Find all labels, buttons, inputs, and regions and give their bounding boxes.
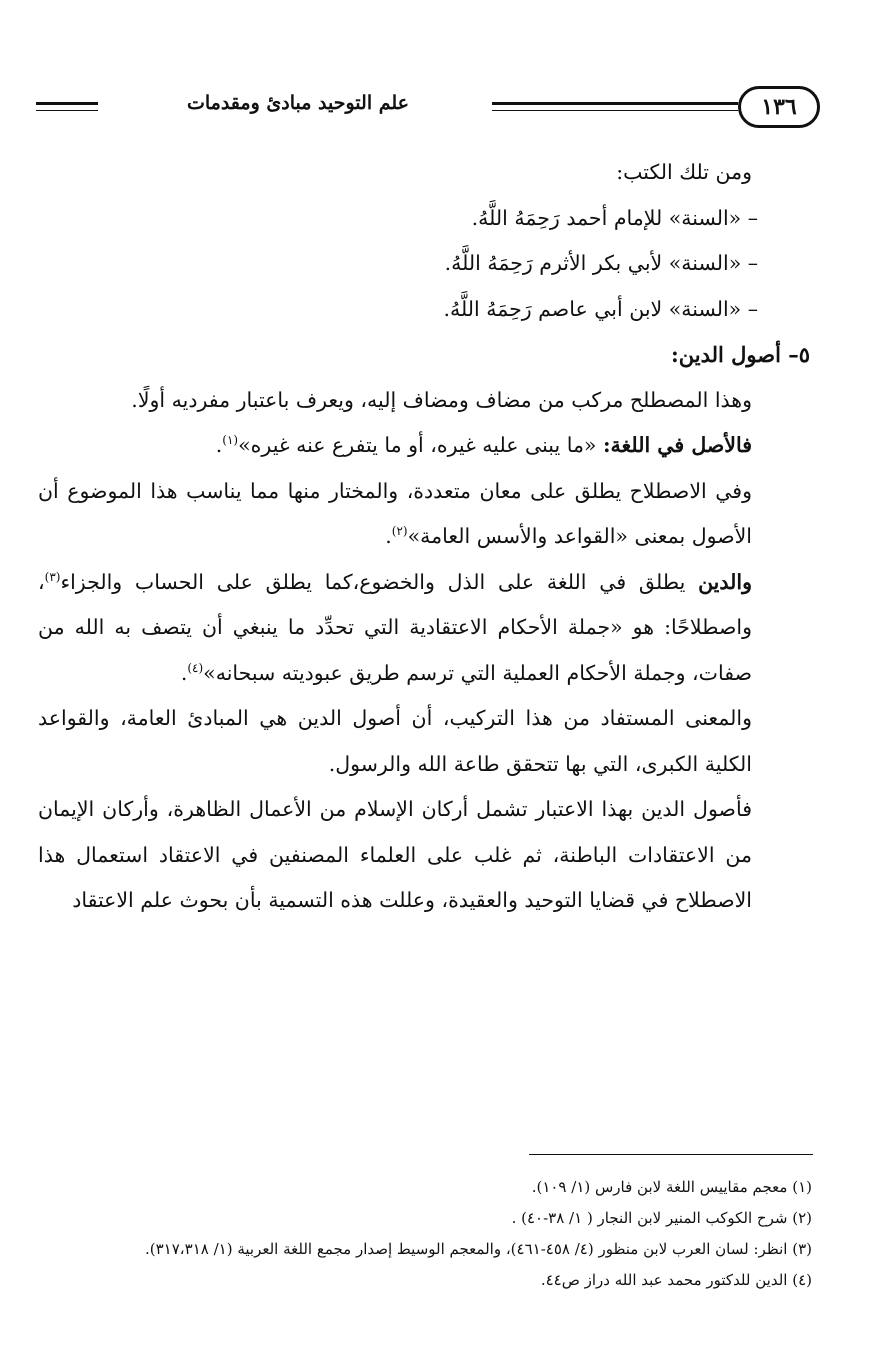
footnote-ref: (٢) <box>391 524 408 539</box>
book-item: – «السنة» لأبي بكر الأثرم رَحِمَهُ اللَّهُ. <box>444 251 758 275</box>
section-heading: ٥– أصول الدين: <box>670 342 810 367</box>
footnote: (٤) الدين للدكتور محمد عبد الله دراز ص٤٤. <box>540 1271 812 1289</box>
header-rule <box>492 102 738 111</box>
paragraph: فالأصل في اللغة: «ما يبنى عليه غيره، أو ما يتفرع عنه غيره»$^{(١)}$. <box>215 433 752 457</box>
book-item: – «السنة» لابن أبي عاصم رَحِمَهُ اللَّهُ. <box>443 296 758 321</box>
footnote-separator <box>529 1154 813 1155</box>
main-text <box>38 150 810 924</box>
footnote: (١) معجم مقاييس اللغة لابن فارس (١/ ١٠٩). <box>531 1178 812 1196</box>
footnote-ref: (١) <box>222 433 239 448</box>
book-item: – «السنة» للإمام أحمد رَحِمَهُ اللَّهُ. <box>471 205 758 230</box>
term: فالأصل في اللغة: <box>602 433 752 457</box>
paragraph: وهذا المصطلح مركب من مضاف ومضاف إليه، ويعرف باعتبار مفرديه أولًا. <box>131 387 752 412</box>
paragraph: والدين يطلق في اللغة على الذل والخضوع،كما يطلق على الحساب والجزاء$^{(٣)}$، واصطلاحًا: هو «جملة الأحكام الاعتقادية التي تحدِّد ما ينبغي أن يتصف به الله من صفات، وجملة الأحكام العملية التي ترسم طريق عبوديته سبحانه»$^{(٤)}$. <box>38 569 752 685</box>
term: والدين <box>698 569 752 594</box>
books-intro: ومن تلك الكتب: <box>616 160 752 184</box>
page-number-badge: ١٣٦ <box>738 86 820 128</box>
page-header <box>30 86 820 132</box>
paragraph: فأصول الدين بهذا الاعتبار تشمل أركان الإسلام من الأعمال الظاهرة، وأركان الإيمان من الاعتقادات الباطنة، ثم غلب على العلماء المصنفين في الاعتقاد استعمال هذا الاصطلاح في قضايا التوحيد والعقيدة، وعللت هذه التسمية بأن بحوث علم الاعتقاد <box>38 797 752 912</box>
footnote-ref: (٣) <box>44 569 61 584</box>
footnotes <box>40 1172 812 1296</box>
running-title: علم التوحيد مبادئ ومقدمات <box>186 92 409 114</box>
footnote-ref: (٤) <box>187 660 204 675</box>
header-rule <box>36 102 98 111</box>
footnote: (٢) شرح الكوكب المنير لابن النجار ( ١/ ٣٨-٤٠) . <box>511 1209 812 1227</box>
footnote: (٣) انظر: لسان العرب لابن منظور (٤/ ٤٥٨-٤٦١)، والمعجم الوسيط إصدار مجمع اللغة العربية (١/ ٣١٧،٣١٨). <box>145 1240 812 1258</box>
paragraph: وفي الاصطلاح يطلق على معان متعددة، والمختار منها مما يناسب هذا الموضوع أن الأصول بمعنى «القواعد والأسس العامة»$^{(٢)}$. <box>38 478 752 548</box>
paragraph: والمعنى المستفاد من هذا التركيب، أن أصول الدين هي المبادئ العامة، والقواعد الكلية الكبرى، التي بها تتحقق طاعة الله والرسول. <box>38 706 752 776</box>
